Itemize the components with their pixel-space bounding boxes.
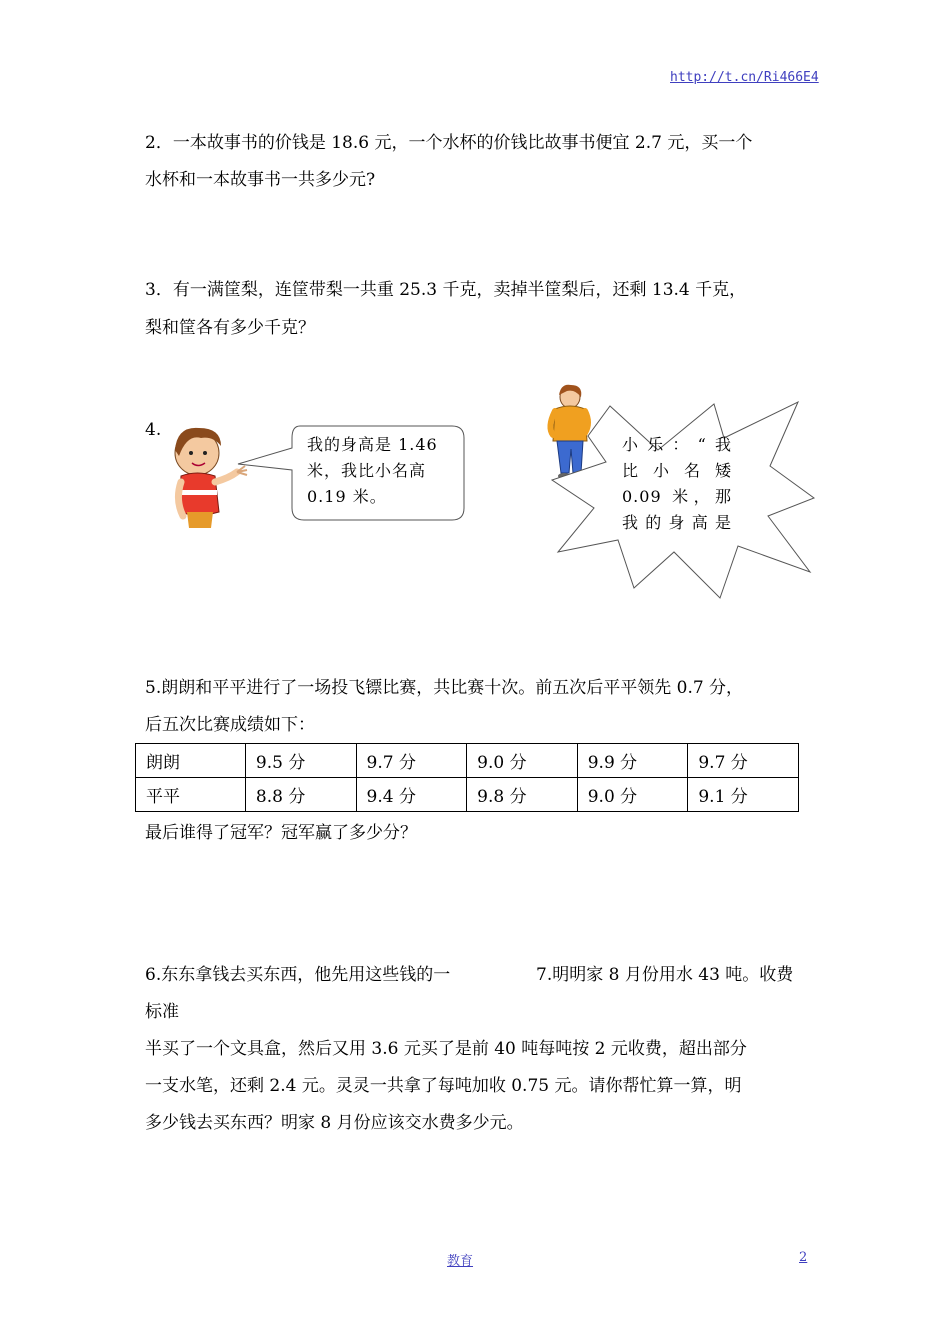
score-table xyxy=(135,743,799,812)
bubble-left-line: 我的身高是 1.46 xyxy=(307,435,438,454)
table-cell: 8.8 分 xyxy=(245,778,356,812)
table-cell: 9.4 分 xyxy=(356,778,467,812)
table-cell: 9.0 分 xyxy=(467,744,578,778)
q5-line1: 5.朗朗和平平进行了一场投飞镖比赛，共比赛十次。前五次后平平领先 0.7 分， xyxy=(145,678,744,698)
bubble-left-text xyxy=(307,432,438,510)
header-link[interactable]: http://t.cn/Ri466E4 xyxy=(670,70,819,85)
table-cell: 9.9 分 xyxy=(577,744,688,778)
bubble-right-line: 0.09 米，那 xyxy=(622,487,732,506)
q5-line2: 后五次比赛成绩如下： xyxy=(145,715,315,735)
q6-line1: 6.东东拿钱去买东西，他先用这些钱的一 xyxy=(145,965,451,985)
bubble-right-line: 小乐：“我 xyxy=(622,435,732,454)
q2-line1: 2．一本故事书的价钱是 18.6 元，一个水杯的价钱比故事书便宜 2.7 元，买一个 xyxy=(145,133,753,153)
q67-line2: 标准 xyxy=(145,1002,179,1022)
table-cell: 朗朗 xyxy=(136,744,246,778)
q67-line5: 多少钱去买东西？明家 8 月份应该交水费多少元。 xyxy=(145,1113,524,1133)
bubble-left-line: 0.19 米。 xyxy=(307,487,387,506)
q2-line2: 水杯和一本故事书一共多少元? xyxy=(145,170,376,190)
table-cell: 平平 xyxy=(136,778,246,812)
table-cell: 9.1 分 xyxy=(688,778,799,812)
footer-link[interactable]: 教育 xyxy=(447,1254,474,1269)
table-row xyxy=(136,744,799,778)
table-cell: 9.7 分 xyxy=(356,744,467,778)
table-cell: 9.7 分 xyxy=(688,744,799,778)
bubble-right-line: 我的身高是 xyxy=(622,513,732,532)
q3-line2: 梨和筐各有多少千克？ xyxy=(145,318,315,338)
table-cell: 9.8 分 xyxy=(467,778,578,812)
page-number: 2 xyxy=(799,1250,808,1265)
bubble-left-line: 米，我比小名高 xyxy=(307,461,427,480)
q4-number: 4. xyxy=(145,420,162,440)
bubble-right-line: 比 小 名 矮 xyxy=(622,461,732,480)
table-cell: 9.5 分 xyxy=(245,744,356,778)
q3-line1: 3．有一满筐梨，连筐带梨一共重 25.3 千克，卖掉半筐梨后，还剩 13.4 千克， xyxy=(145,280,747,300)
table-row xyxy=(136,778,799,812)
bubble-right-text xyxy=(622,432,732,532)
q7-line1: 7.明明家 8 月份用水 43 吨。收费 xyxy=(536,965,794,985)
q67-line3: 半买了一个文具盒，然后又用 3.6 元买了是前 40 吨每吨按 2 元收费，超出部分 xyxy=(145,1039,747,1059)
q5-question: 最后谁得了冠军？冠军赢了多少分？ xyxy=(145,823,417,843)
table-cell: 9.0 分 xyxy=(577,778,688,812)
q67-line4: 一支水笔，还剩 2.4 元。灵灵一共拿了每吨加收 0.75 元。请你帮忙算一算，明 xyxy=(145,1076,742,1096)
